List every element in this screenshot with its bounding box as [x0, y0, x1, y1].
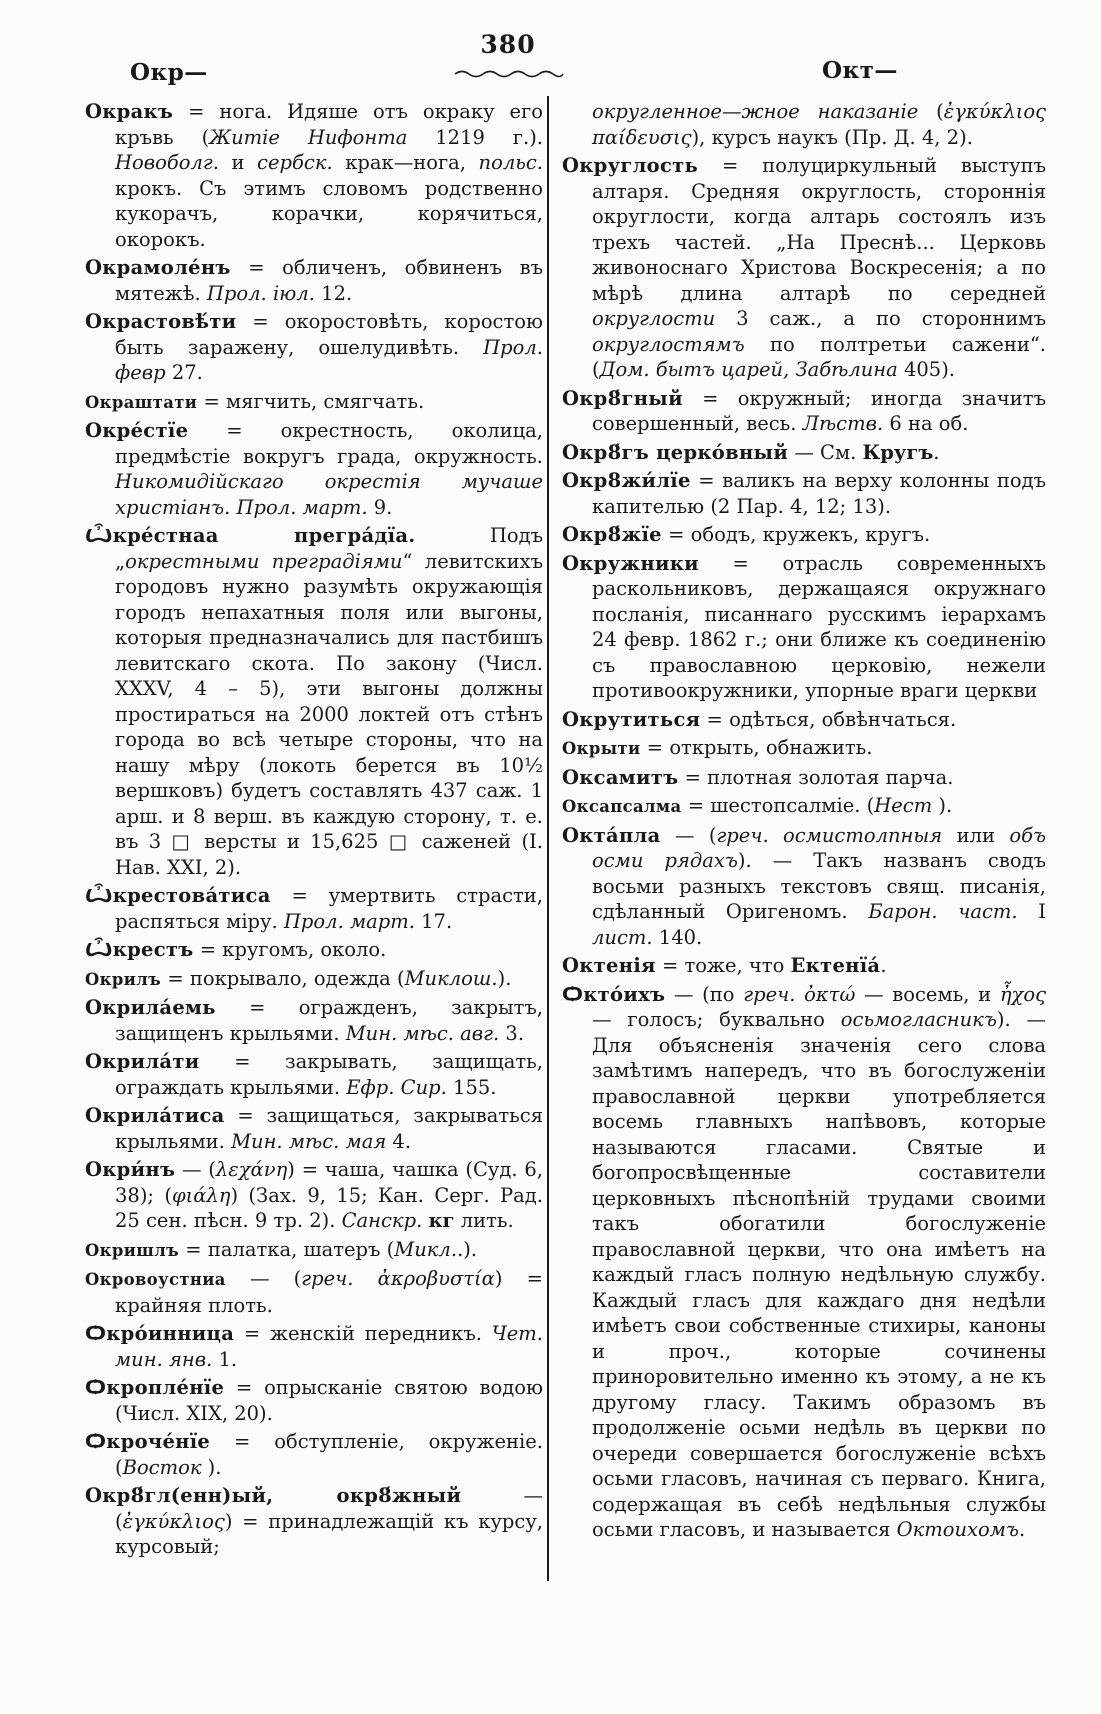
entry-text-run: . — [1018, 1518, 1026, 1541]
headword: Окружники — [562, 551, 699, 575]
entry-text-run: 9. — [367, 495, 393, 519]
headword: Окрамоле́нъ — [85, 256, 231, 279]
headword: Окраштати — [85, 392, 198, 412]
dictionary-entry — [85, 1049, 543, 1100]
dictionary-entry — [562, 522, 1046, 548]
dictionary-entry — [562, 765, 1046, 791]
entry-text-run — [795, 983, 804, 1006]
entry-text-run: крак—нога, — [332, 151, 479, 174]
dictionary-entry — [85, 937, 543, 963]
dictionary-entry — [562, 707, 1046, 733]
entry-text-run: “ левитскихъ городовъ нужно разумѣть окружающія городъ непахатныя поля или выгоны, которыя предназначались для пастбишъ левитскаго скота. По закону (Числ. XXXV, 4 – 5), эти выгоны должны простираться на 2000 локтей отъ стѣнъ города во всѣ четыре стороны, что на нашу мѣру (локоть берется въ 10½ вершковъ) будетъ составлять 437 саж. 1 арш. и 8 верш. въ каждую сторону, т. е. въ 3 □ версты и 15,625 □ саженей (І. Нав. XXI, 2). — [115, 549, 543, 879]
entry-text-run: округлости — [592, 307, 716, 330]
entry-text-run: = обличенъ, обвиненъ въ мятежѣ. — [115, 256, 543, 305]
headword: Ѻкро́инница — [85, 1322, 235, 1345]
headword: Окр8́жїе — [562, 523, 662, 546]
entry-text-run: = окоростовѣть, коростою быть заражену, ошелудивѣть. — [115, 310, 543, 359]
entry-text-run: Микл. — [394, 1237, 458, 1261]
entry-text-run: Чет. мин. янв. — [115, 1322, 543, 1371]
dictionary-entry — [85, 389, 543, 416]
entry-text-run: = полуциркульный выступъ алтаря. Средняя округлость, стороннія округлости, когда алтарь состоялъ изъ трехъ частей. „На Преснѣ... Церковь живоноснаго Христова Воскресенія; а по мѣрѣ длина алтарѣ по середней — [592, 154, 1046, 305]
entry-text-run: Мин. мѣс. авг. — [345, 1021, 500, 1045]
dictionary-entry — [85, 1157, 543, 1234]
dictionary-entry — [85, 255, 543, 306]
entry-text-run: = защищаться, закрываться крыльями. — [115, 1104, 543, 1153]
right-column — [562, 99, 1046, 1546]
entry-text-run: — восемь, и — [855, 982, 1000, 1006]
left-column-header: Окр— — [130, 59, 208, 86]
entry-text-run: 3. — [499, 1021, 525, 1045]
entry-text-run: = обступленіе, окруженіе. ( — [115, 1430, 543, 1479]
entry-text-run: . — [933, 440, 940, 464]
entry-text-run: или — [942, 823, 1010, 847]
entry-text-run: ). — Для объясненія значенія сего слова замѣтимъ напередъ, что въ богослуженіи православной церкви употребляется восемь главныхъ напѣвовъ, которые называются гласами. Святые и богопросвѣщенные составители церковныхъ пѣснопѣній трудами своими такъ обогатили богослуженіе православной церкви, что она имѣетъ на каждый гласъ полную недѣльную службу. Каждый гласъ для каждаго дня недѣли имѣетъ свои собственные стихиры, каноны и проч., которые сочинены приноровительно именно къ этому, а не къ другому гласу. Такимъ образомъ въ продолженіе осьми недѣль въ церкви по очереди совершается богослуженіе всѣхъ осьми гласовъ, начиная съ перваго. Книга, содержащая въ себѣ недѣльныя службы осьми гласовъ, и называется — [592, 1008, 1046, 1541]
dictionary-entry — [85, 995, 543, 1046]
entry-text-run: греч. осмистолпныя — [716, 823, 943, 847]
entry-text-run: Ефр. Сир. — [346, 1075, 447, 1099]
entry-text-run: объ осми рядахъ — [592, 823, 1046, 872]
dictionary-entry — [85, 1237, 543, 1264]
dictionary-entry — [85, 418, 543, 520]
entry-text-run: = шестопсалміе. ( — [681, 794, 875, 817]
headword: Окр8́гный — [562, 386, 683, 410]
headword: Окрила́емь — [85, 996, 216, 1019]
entry-text-run: осьмогласникъ — [840, 1008, 997, 1031]
entry-text-run: ἐγκύκλιος παίδευσις — [592, 100, 1047, 149]
headword: Окр8жи́лїе — [562, 469, 691, 492]
entry-text-run: ). — [932, 794, 953, 817]
headword: Ѻкропле́нїе — [85, 1376, 225, 1399]
dictionary-entry — [562, 153, 1046, 383]
headword: Окр8́гъ церко́вный — [562, 440, 789, 464]
headword: Ектенїа́ — [790, 954, 881, 977]
entry-text-run: ὀκτώ — [804, 982, 856, 1006]
entry-text-run: Мин. мѣс. мая — [231, 1129, 387, 1153]
entry-text-run: ἐγκύκλιος — [122, 1509, 225, 1533]
entry-continuation — [562, 99, 1046, 150]
entry-text-run: лист. — [592, 925, 653, 949]
entry-text-run: = мягчить, смягчать. — [197, 389, 425, 413]
entry-text-run: Октоихомъ — [896, 1518, 1019, 1541]
entry-text-run: = опрысканіе святою водою (Числ. XIX, 20). — [115, 1376, 543, 1425]
entry-text-run: = покрывало, одежда ( — [161, 966, 405, 990]
headword: Окрыти — [562, 739, 641, 758]
dictionary-entry — [562, 551, 1046, 704]
entry-text-run: Никомидійскаго окрестія мучаше христіанъ. Прол. март. — [115, 470, 543, 519]
entry-text-run: Лѣств. — [802, 412, 884, 435]
entry-text-run: округленное—жное наказаніе — [592, 100, 919, 123]
dictionary-entry — [562, 386, 1046, 437]
entry-text-run: и — [218, 151, 258, 174]
entry-text-run: крокъ. Съ этимъ словомъ родственно кукорачъ, корачки, корячиться, окорокъ. — [115, 176, 543, 251]
entry-text-run: Подъ „ — [115, 524, 543, 573]
headword: Окта́пла — [562, 823, 661, 847]
entry-text-run: Нест — [874, 794, 933, 817]
entry-text-run: = одѣться, обвѣнчаться. — [700, 707, 957, 731]
headword: Окр8́гл(енн)ый, окр8́жный — [85, 1484, 462, 1507]
dictionary-entry — [85, 309, 543, 386]
entry-text-run: = тоже, что — [655, 954, 791, 977]
entry-text-run: — (по — [665, 982, 744, 1006]
entry-text-run: = умертвить страсти, распяться міру. — [115, 884, 543, 933]
entry-text-run: = закрывать, защищать, ограждать крыльями. — [115, 1050, 543, 1099]
entry-text-run: — См. — [788, 440, 863, 464]
entry-text-run: = ободъ, кружекъ, кругъ. — [661, 523, 931, 546]
entry-text-run: Миклош. — [404, 966, 498, 990]
entry-text-run: 27. — [165, 361, 203, 384]
headword: Ѽкре́стнаа прегра́дїа. — [85, 524, 416, 547]
entry-text-run: Новоболг. — [115, 151, 219, 174]
entry-text-run: 1219 г.). — [407, 125, 544, 149]
entry-text-run: Кругъ — [862, 440, 934, 464]
column-divider — [547, 96, 549, 1581]
entry-text-run: 140. — [652, 925, 703, 949]
entry-text-run: = отрасль современныхъ раскольниковъ, держащаяся окружнаго посланія, писаннаго русскимъ іерархамъ 24 февр. 1862 г.; они ближе къ соединенію съ православною церковію, нежели противоокружники, упорные враги церкви — [592, 551, 1046, 702]
entry-text-run: лить. — [454, 1209, 514, 1232]
dictionary-entry — [85, 883, 543, 934]
left-column — [85, 99, 543, 1563]
page-number-rule — [453, 68, 565, 78]
entry-text-run: окрестными преградіями — [125, 549, 403, 573]
entry-text-run: — ( — [175, 1158, 216, 1181]
dictionary-entry — [562, 953, 1046, 979]
headword: Окрила́ти — [85, 1050, 200, 1073]
entry-text-run: 17. — [414, 909, 453, 933]
entry-text-run: 1. — [212, 1347, 238, 1371]
dictionary-entry — [85, 1375, 543, 1426]
entry-text-run: 4. — [386, 1129, 412, 1153]
entry-text-run: округлостямъ — [592, 332, 745, 356]
entry-text-run: Восток — [122, 1455, 202, 1479]
entry-text-run: ) = принадлежащій къ курсу, курсовый; — [115, 1509, 543, 1558]
headword: Окрилъ — [85, 969, 162, 989]
entry-text-run: Прол. іюл. — [206, 281, 315, 305]
headword: Окрутиться — [562, 707, 701, 731]
entry-text-run: греч. — [743, 982, 796, 1006]
entry-text-run: ), курсъ наукъ (Пр. Д. 4, 2). — [691, 125, 973, 149]
headword: Окри́нъ — [85, 1158, 176, 1181]
entry-text-run: = валикъ на верху колонны подъ капителью (2 Пар. 4, 12; 13). — [592, 469, 1046, 518]
right-column-header: Окт— — [822, 57, 898, 84]
entry-text-run: Прол. февр — [115, 335, 543, 384]
headword: Октенія — [562, 954, 656, 977]
headword: Ѻкроче́нїе — [85, 1430, 211, 1453]
entry-text-run: = открыть, обнажить. — [640, 736, 873, 759]
entry-text-run: .). — [457, 1237, 478, 1261]
entry-text-run: = женскій передникъ. — [234, 1322, 492, 1345]
headword: Окре́стїе — [85, 419, 189, 442]
entry-text-run: = нога. Идяше отъ окраку его кръвь ( — [115, 100, 543, 149]
headword: Ѻкто́ихъ — [562, 982, 666, 1006]
entry-text-run: — ( — [225, 1267, 302, 1290]
entry-text-run: . — [880, 954, 887, 977]
entry-text-run: польс. — [478, 151, 543, 174]
entry-text-run: 6 на об. — [883, 412, 969, 435]
dictionary-entry — [562, 735, 1046, 762]
dictionary-entry — [85, 99, 543, 252]
dictionary-entry — [562, 823, 1046, 951]
entry-text-run: 405). — [897, 358, 956, 381]
entry-text-run: 155. — [446, 1075, 497, 1099]
entry-text-run: φιάλη — [171, 1183, 231, 1207]
entry-text-run: — ( — [660, 823, 717, 847]
entry-text-run: І — [1017, 900, 1046, 923]
headword: Округлость — [562, 154, 699, 177]
entry-text-run: ). — [497, 966, 512, 990]
headword: Оксапсалма — [562, 797, 682, 816]
entry-text-run: ). — Такъ названъ сводъ восьми разныхъ текстовъ свящ. писанія, сдѣланный Оригеномъ. — [592, 849, 1046, 923]
entry-text-run: Житіе Нифонта — [209, 125, 408, 149]
entry-text-run: 3 саж., а по стороннимъ — [715, 307, 1046, 330]
entry-text-run: λεχάνη — [215, 1158, 288, 1181]
headword: Ѽкрестъ — [85, 938, 194, 961]
dictionary-entry — [85, 1266, 543, 1318]
entry-text-run: ). — [201, 1455, 222, 1479]
headword: Окрила́тиса — [85, 1104, 225, 1127]
entry-text-run: = окружный; иногда значитъ совершенный, весь. — [592, 386, 1046, 435]
entry-text-run: 12. — [314, 281, 353, 305]
dictionary-entry — [85, 1103, 543, 1154]
entry-text-run: кг — [428, 1209, 455, 1232]
entry-text-run: = огражденъ, закрытъ, защищенъ крыльями. — [115, 996, 543, 1045]
entry-text-run: Дом. бытъ царей, Забѣлина — [599, 358, 898, 381]
dictionary-entry — [562, 982, 1046, 1543]
headword: Оксамитъ — [562, 765, 679, 789]
dictionary-entry — [562, 468, 1046, 519]
entry-text-run: — ( — [115, 1484, 543, 1533]
entry-text-run: ) = чаша, чашка (Суд. 6, 38); ( — [115, 1158, 543, 1207]
entry-text-run: = плотная золотая парча. — [678, 765, 954, 789]
entry-text-run: по полтретьи сажени“. ( — [592, 332, 1046, 381]
entry-text-run: = палатка, шатеръ ( — [179, 1237, 395, 1261]
headword: Окришлъ — [85, 1240, 180, 1260]
page-number: 380 — [480, 30, 536, 59]
entry-text-run: Санскр. — [341, 1209, 423, 1232]
entry-text-run: греч. ἀκροβυστία — [301, 1267, 495, 1290]
entry-text-run: сербск. — [257, 151, 333, 174]
entry-text-run: ἦχος — [999, 982, 1046, 1006]
entry-text-run: = окрестность, околица, предмѣстіе вокругъ града, окружность. — [115, 419, 543, 468]
entry-text-run: Барон. част. — [868, 900, 1018, 923]
entry-text-run: = кругомъ, около. — [193, 938, 387, 961]
headword: Окровоустниа — [85, 1270, 226, 1289]
headword: Ѽкрестова́тиса — [85, 884, 271, 907]
dictionary-entry — [85, 1429, 543, 1480]
dictionary-entry — [85, 966, 543, 993]
dictionary-entry — [85, 1483, 543, 1560]
entry-text-run: ) = крайняя плоть. — [115, 1267, 543, 1317]
entry-text-run: Прол. март. — [283, 909, 415, 933]
entry-text-run: ( — [918, 100, 944, 123]
headword: Окракъ — [85, 100, 174, 123]
entry-text-run: ) (Зах. 9, 15; Кан. Серг. Рад. 25 сен. пѣсн. 9 тр. 2). — [115, 1183, 543, 1232]
dictionary-entry — [562, 440, 1046, 466]
headword: Окрастовѣ́ти — [85, 310, 237, 333]
dictionary-entry — [85, 523, 543, 880]
entry-text-run: — голосъ; буквально — [592, 1008, 841, 1031]
dictionary-entry — [85, 1321, 543, 1372]
dictionary-entry — [562, 793, 1046, 820]
